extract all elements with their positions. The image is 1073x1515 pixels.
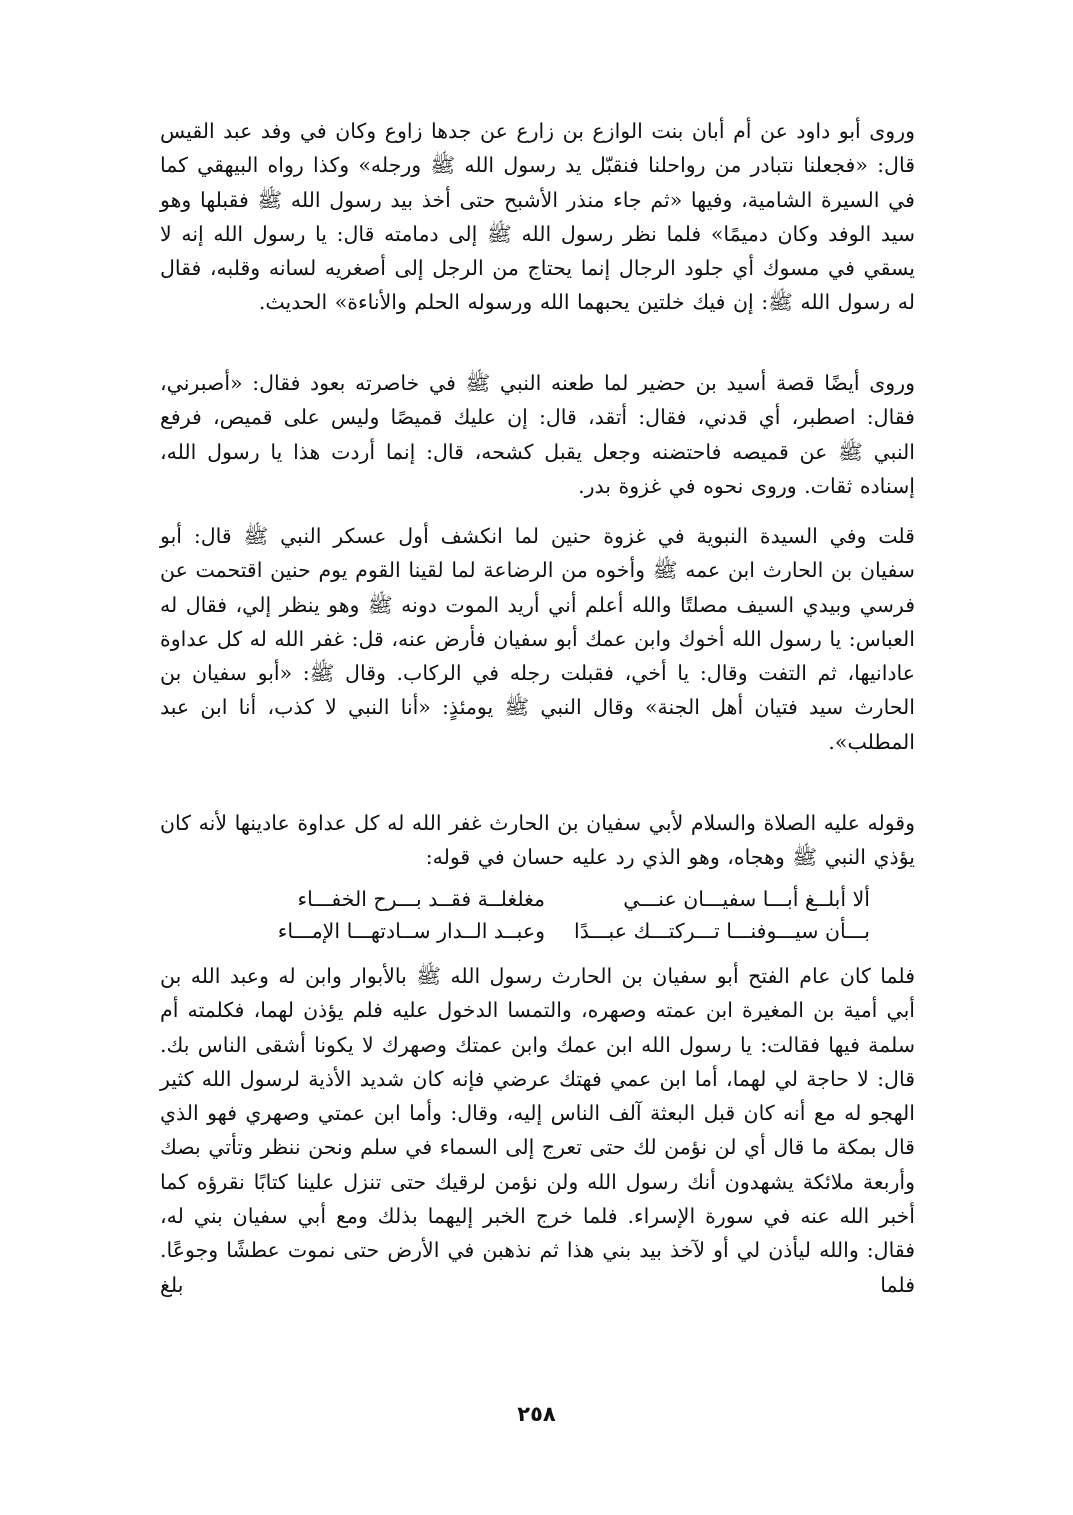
poem-hassan [160,883,915,947]
poem-verse [160,883,915,915]
poem-hemistich-second: مغلغلــة فقــد بـــرح الخفـــاء [297,887,545,911]
paragraph-abu-dawud: وروى أبو داود عن أم أبان بنت الوازع بن زارع عن جدها زاوع وكان في وفد عبد القيس قال: «فجعلنا نتبادر من رواحلنا فنقبّل يد رسول الله ﷺ ورجله» وكذا رواه البيهقي كما في السيرة الشامية، وفيها «ثم جاء منذر الأشبح حتى أخذ بيد رسول الله ﷺ فقبلها وهو سيد الوفد وكان دميمًا» فلما نظر رسول الله ﷺ إلى دمامته قال: يا رسول الله إنه لا يسقي في مسوك أي جلود الرجال إنما يحتاج من الرجل إلى أصغريه لسانه وقلبه، فقال له رسول الله ﷺ: إن فيك خلتين يحبهما الله ورسوله الحلم والأناءة» الحديث. [160,119,915,315]
poem-verse [160,915,915,947]
poem-hemistich-second: وعبــد الــدار ســادتهـــا الإمـــاء [277,919,545,943]
poem-hemistich-first: ألا أبلــغ أبـــا سفيـــان عنـــي [623,887,870,911]
paragraph-usayd-ibn-hudayr: وروى أيضًا قصة أسيد بن حضير لما طعنه النبي ﷺ في خاصرته بعود فقال: «أصبرني، فقال: اصطبر، أي قدني، فقال: أتقد، قال: إن عليك قميصًا وليس على قميص، فرفع النبي ﷺ عن قميصه فاحتضنه وجعل يقبل كشحه، قال: إنما أردت هذا يا رسول الله، إسناده ثقات. وروى نحوه في غزوة بدر. [160,371,915,498]
page-number: ٢٥٨ [517,1402,556,1426]
paragraph-battle-of-hunayn: قلت وفي السيدة النبوية في غزوة حنين لما انكشف أول عسكر النبي ﷺ قال: أبو سفيان بن الحارث ابن عمه ﷺ وأخوه من الرضاعة لما لقينا القوم يوم حنين اقتحمت عن فرسي وبيدي السيف مصلتًا والله أعلم أني أريد الموت دونه ﷺ وهو ينظر إلي، فقال له العباس: يا رسول الله أخوك وابن عمك أبو سفيان فأرض عنه، قل: غفر الله له كل عداوة عادانيها، ثم التفت وقال: يا أخي، فقبلت رجله في الركاب. وقال ﷺ: «أبو سفيان بن الحارث سيد فتيان أهل الجنة» وقال النبي ﷺ يومئذٍ: «أنا النبي لا كذب، أنا ابن عبد المطلب». [160,524,915,754]
paragraph-abu-sufyan-poem-intro: وقوله عليه الصلاة والسلام لأبي سفيان بن الحارث غفر الله له كل عداوة عادينها لأنه كان يؤذي النبي ﷺ وهجاه، وهو الذي رد عليه حسان في قوله: [160,811,915,870]
paragraph-conquest-of-mecca: فلما كان عام الفتح أبو سفيان بن الحارث رسول الله ﷺ بالأبوار وابن له وعبد الله بن أبي أمية بن المغيرة ابن عمته وصهره، والتمسا الدخول عليه فلم يؤذن لهما، فكلمته أم سلمة فيها فقالت: يا رسول الله ابن عمك وابن عمتك وصهرك لا يكونا أشقى الناس بك. قال: لا حاجة لي لهما، أما ابن عمي فهتك عرضي فإنه كان شديد الأذية لرسول الله كثير الهجو له مع أنه كان قبل البعثة آلف الناس إليه، وقال: وأما ابن عمتي وصهري فهو الذي قال بمكة ما قال أي لن نؤمن لك حتى تعرج إلى السماء في سلم ونحن ننظر وتأتي بصك وأربعة ملائكة يشهدون أنك رسول الله ولن نؤمن لرقيك حتى تنزل علينا كتابًا نقرؤه كما أخبر الله عنه في سورة الإسراء. فلما خرج الخبر إليهما بذلك ومع أبي سفيان بني له، فقال: والله ليأذن لي أو لآخذ بيد بني هذا ثم نذهبن في الأرض حتى نموت عطشًا وجوعًا. فلما بلغ [160,964,915,1297]
poem-hemistich-first: بـــأن سيـــوفنـــا تـــركتـــك عبـــدًا [574,919,870,943]
